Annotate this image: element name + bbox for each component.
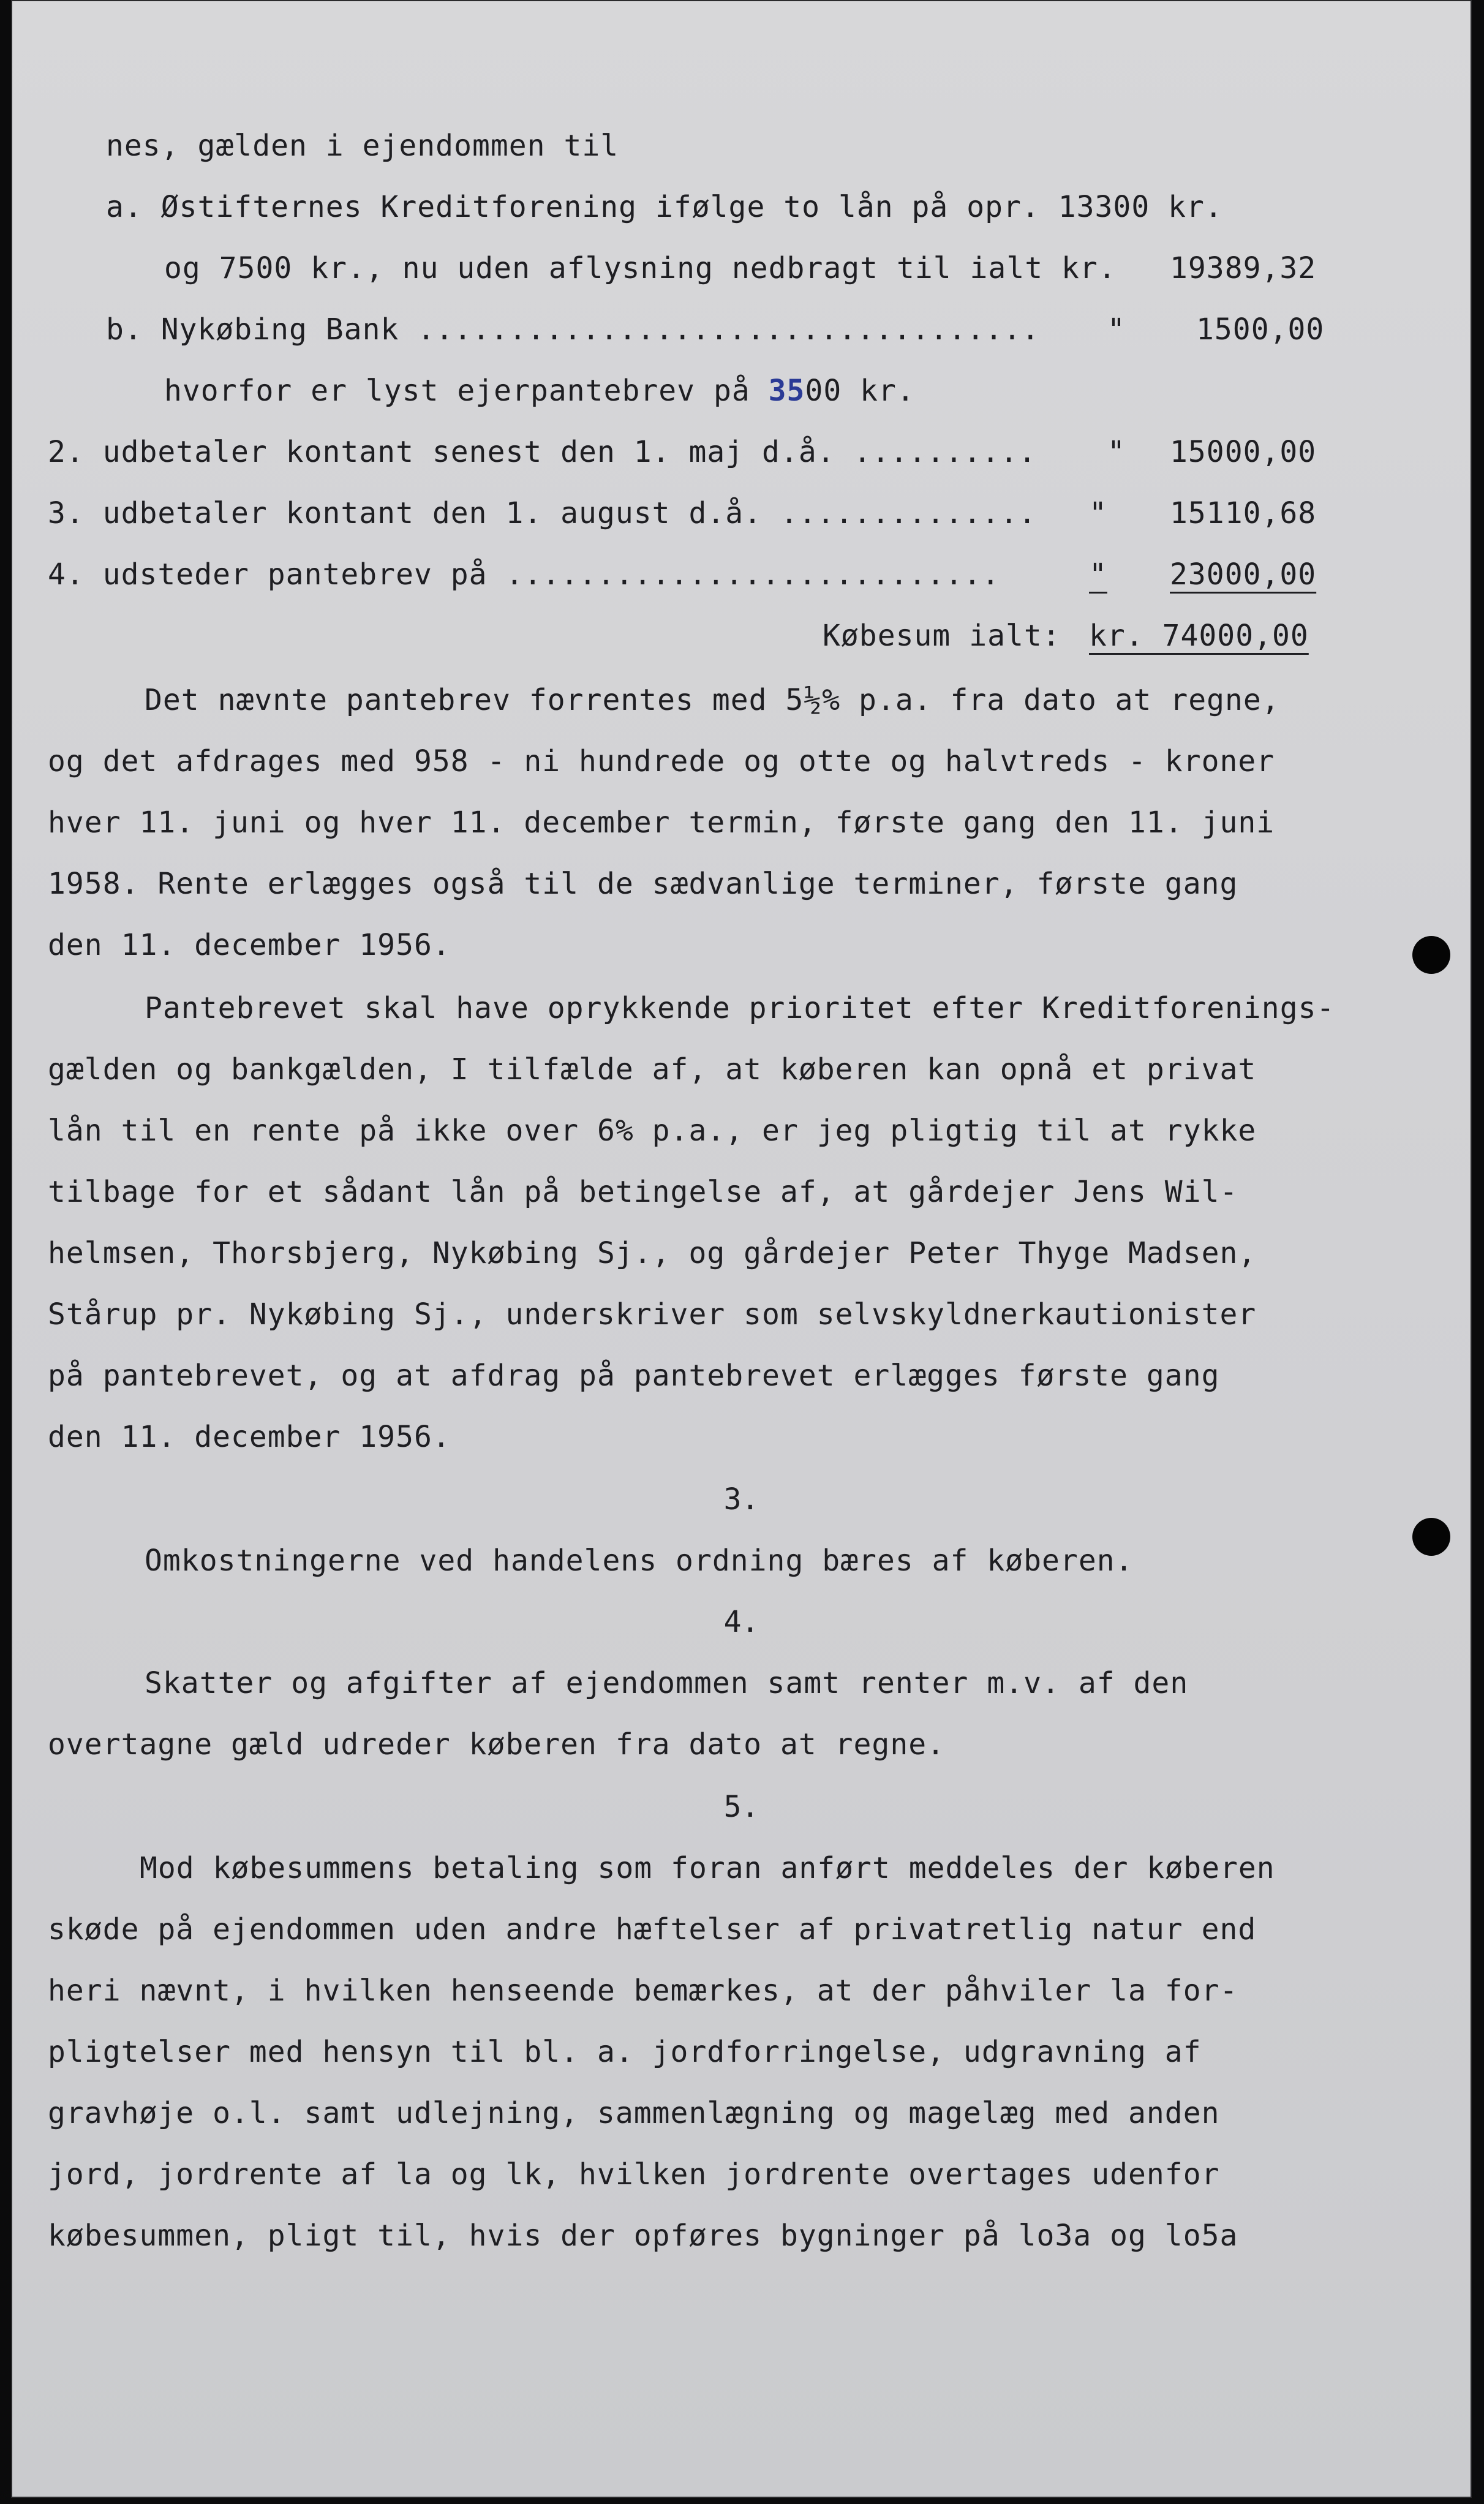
ditto-mark: " <box>1089 496 1107 530</box>
section-number: 4. <box>723 1605 759 1639</box>
text-line: Det nævnte pantebrev forrentes med 5½% p.a. fra dato at regne, <box>145 683 1280 717</box>
text-line <box>11 374 1472 435</box>
text-line: Omkostningerne ved handelens ordning bæres af køberen. <box>145 1544 1134 1578</box>
text-line: købesummen, pligt til, hvis der opføres bygninger på lo3a og lo5a <box>48 2219 1238 2253</box>
line-text: a. Østifternes Kreditforening ifølge to lån på opr. 13300 kr. <box>106 190 1223 224</box>
text-line: helmsen, Thorsbjerg, Nykøbing Sj., og gårdejer Peter Thyge Madsen, <box>48 1236 1257 1270</box>
text-line: heri nævnt, i hvilken henseende bemærkes, at der påhviler la for- <box>48 1974 1238 2008</box>
total-amount: kr. 74000,00 <box>1089 619 1309 653</box>
text-line: Skatter og afgifter af ejendommen samt renter m.v. af den <box>145 1666 1189 1700</box>
document-page <box>11 0 1472 2498</box>
ditto-mark: " <box>1107 435 1126 469</box>
text-line <box>11 557 1472 619</box>
text-line <box>11 435 1472 496</box>
text-line: Stårup pr. Nykøbing Sj., underskriver som selvskyldnerkautionister <box>48 1297 1257 1332</box>
amount: 15000,00 <box>1170 435 1317 469</box>
text-line: den 11. december 1956. <box>48 1420 451 1454</box>
section-number: 5. <box>723 1790 759 1824</box>
text-line: jord, jordrente af la og lk, hvilken jordrente overtages udenfor <box>48 2157 1220 2192</box>
total-line <box>11 619 1472 680</box>
ditto-mark: " <box>1089 557 1107 592</box>
text-line: tilbage for et sådant lån på betingelse af, at gårdejer Jens Wil- <box>48 1175 1238 1209</box>
line-text: 2. udbetaler kontant senest den 1. maj d.å. .......... <box>48 435 1037 469</box>
text-line: gælden og bankgælden, I tilfælde af, at køberen kan opnå et privat <box>48 1052 1257 1087</box>
text-line: lån til en rente på ikke over 6% p.a., er jeg pligtig til at rykke <box>48 1114 1257 1148</box>
text-line <box>11 251 1472 312</box>
line-text: hvorfor er lyst ejerpantebrev på 3500 kr. <box>164 374 915 408</box>
text-line <box>11 312 1472 374</box>
amount: 19389,32 <box>1170 251 1317 285</box>
line-text: nes, gælden i ejendommen til <box>106 129 619 163</box>
text-line: og det afdrages med 958 - ni hundrede og otte og halvtreds - kroner <box>48 744 1275 779</box>
punch-hole <box>1412 1518 1450 1556</box>
line-text: og 7500 kr., nu uden aflysning nedbragt til ialt kr. <box>164 251 1117 285</box>
text-line: Mod købesummens betaling som foran anført meddeles der køberen <box>140 1851 1275 1885</box>
text-line <box>11 496 1472 557</box>
text-line: hver 11. juni og hver 11. december termin, første gang den 11. juni <box>48 805 1275 840</box>
punch-hole <box>1412 936 1450 974</box>
line-text: 4. udsteder pantebrev på ........................... <box>48 557 1000 592</box>
amount: 23000,00 <box>1170 557 1317 592</box>
text-line: gravhøje o.l. samt udlejning, sammenlægning og magelæg med anden <box>48 2096 1220 2130</box>
text-line: overtagne gæld udreder køberen fra dato at regne. <box>48 1727 946 1762</box>
amount: 1500,00 <box>1196 312 1325 347</box>
total-label: Købesum ialt: <box>823 619 1061 653</box>
line-text: 3. udbetaler kontant den 1. august d.å. .............. <box>48 496 1037 530</box>
text-line: skøde på ejendommen uden andre hæftelser af privatretlig natur end <box>48 1912 1257 1947</box>
handwritten-correction: 35 <box>768 374 805 408</box>
amount: 15110,68 <box>1170 496 1317 530</box>
text-line <box>11 190 1472 251</box>
section-number: 3. <box>723 1482 759 1517</box>
text-line: den 11. december 1956. <box>48 928 451 962</box>
text-line: Pantebrevet skal have oprykkende prioritet efter Kreditforenings- <box>145 991 1335 1025</box>
text-line: 1958. Rente erlægges også til de sædvanlige terminer, første gang <box>48 867 1238 901</box>
text-line: på pantebrevet, og at afdrag på pantebrevet erlægges første gang <box>48 1359 1220 1393</box>
ditto-mark: " <box>1107 312 1126 347</box>
line-text: b. Nykøbing Bank .................................. <box>106 312 1040 347</box>
text-line: pligtelser med hensyn til bl. a. jordforringelse, udgravning af <box>48 2035 1202 2069</box>
text-line <box>11 129 1472 190</box>
